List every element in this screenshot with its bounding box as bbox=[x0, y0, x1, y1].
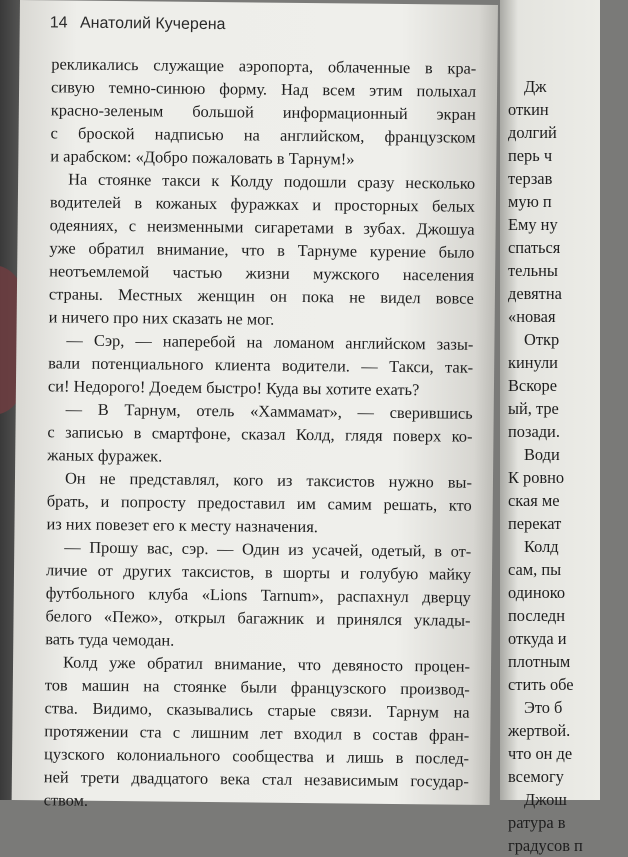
text-line-fragment: Откр bbox=[524, 330, 560, 349]
text-line: неотъемлемой частью жизни мужского населения bbox=[49, 261, 475, 285]
text-line: уже обратил внимание, что в Тарнуме курение было bbox=[49, 238, 475, 262]
text-line: сивую темно-синюю форму. Над всем этим полыхал bbox=[50, 77, 477, 101]
text-line: страны. Местных женщин он пока не видел вовсе bbox=[48, 284, 475, 308]
right-book-page bbox=[500, 0, 600, 855]
text-line: одеяниях, с неизменными сигаретами в зубах. Джошуа bbox=[49, 215, 475, 239]
running-header bbox=[50, 14, 226, 34]
text-line-fragment: всемогу bbox=[508, 767, 564, 786]
text-line-fragment: К ровно bbox=[508, 468, 565, 487]
text-line: рекликались служащие аэропорта, облаченные в кра- bbox=[51, 54, 477, 78]
text-line: ней трети двадцатого века стал независимым государ- bbox=[43, 767, 469, 791]
text-line: протяжении ста с лишним лет входил в состав фран- bbox=[44, 721, 470, 745]
text-line-fragment: Вскоре bbox=[508, 376, 558, 395]
text-line-fragment: кинули bbox=[508, 353, 558, 372]
text-line-fragment: Води bbox=[524, 445, 560, 464]
text-line: вали потенциального клиента водители. — Такси, так- bbox=[48, 353, 474, 377]
text-line: личие от других таксистов, в шорты и голубую майку bbox=[45, 560, 472, 584]
text-line-fragment: Колд bbox=[524, 537, 559, 556]
text-line: жаных фуражек. bbox=[47, 445, 163, 466]
text-line: и арабском: «Добро пожаловать в Тарнум!» bbox=[50, 146, 355, 169]
text-line-fragment: откуда и bbox=[508, 629, 567, 648]
author-name: Анатолий Кучерена bbox=[79, 14, 226, 34]
text-line: вать туда чемодан. bbox=[45, 629, 175, 650]
text-line-fragment: терзав bbox=[508, 169, 553, 188]
text-line: белого «Пежо», открыл багажник и принялся уклады- bbox=[45, 606, 471, 630]
text-line: брать, и попросту предоставил им самим решать, кто bbox=[46, 491, 472, 515]
text-line-fragment: сам, пы bbox=[508, 560, 562, 579]
text-line-fragment: долгий bbox=[508, 123, 557, 142]
text-line: красно-зеленым большой информационный экран bbox=[50, 100, 476, 124]
text-line: Он не представлял, кого из таксистов нужно вы- bbox=[64, 468, 473, 492]
text-line-fragment: что он де bbox=[508, 744, 573, 763]
text-line: На стоянке такси к Колду подошли сразу несколько bbox=[68, 169, 476, 193]
text-line: с записью в смартфоне, сказал Колд, глядя поверх ко- bbox=[47, 422, 473, 446]
text-line: и ничего про них сказать не мог. bbox=[48, 307, 275, 329]
text-line-fragment: мую п bbox=[508, 192, 552, 211]
text-line: цузского колониального сообщества и лишь в послед- bbox=[44, 744, 470, 768]
text-line-fragment: одиноко bbox=[508, 583, 566, 602]
text-line: — Сэр, — наперебой на ломаном английском зазы- bbox=[66, 330, 474, 354]
text-line: ством. bbox=[43, 790, 89, 810]
text-line-fragment: «новая bbox=[508, 307, 556, 326]
text-line-fragment: перь ч bbox=[508, 146, 553, 165]
text-line-fragment: градусов п bbox=[508, 836, 583, 855]
text-line-fragment: перекат bbox=[508, 514, 562, 533]
text-line-fragment: стить обе bbox=[508, 675, 574, 694]
page-number: 14 bbox=[49, 14, 68, 32]
text-line-fragment: ый, тре bbox=[508, 399, 559, 418]
right-page-text bbox=[508, 52, 628, 857]
text-line-fragment bbox=[508, 52, 628, 75]
text-line-fragment: ратура в bbox=[508, 813, 566, 832]
text-line: с броской надписью на английском, французском bbox=[50, 123, 476, 147]
text-line-fragment: тельны bbox=[508, 261, 558, 280]
left-book-page bbox=[12, 0, 498, 810]
text-line: си! Недорого! Доедем быстро! Куда вы хотите ехать? bbox=[47, 376, 420, 400]
text-line-fragment: откин bbox=[508, 100, 549, 119]
text-line-fragment: спаться bbox=[508, 238, 561, 257]
text-line: ства. Видимо, сказывались старые связи. Тарнум на bbox=[44, 698, 470, 722]
text-line: из них повезет его к месту назначения. bbox=[46, 514, 319, 537]
text-line-fragment: жертвой. bbox=[508, 721, 571, 740]
text-line-fragment: девятна bbox=[508, 284, 562, 303]
text-line: футбольного клуба «Lions Tarnum», распахнул дверцу bbox=[45, 583, 471, 607]
text-line-fragment: Дж bbox=[524, 77, 547, 96]
text-line-fragment: Джош bbox=[524, 790, 567, 809]
text-line-fragment: плотным bbox=[508, 652, 571, 671]
left-page-text bbox=[44, 52, 477, 815]
text-line: Колд уже обратил внимание, что девяносто процен- bbox=[62, 652, 471, 676]
text-line-fragment: последн bbox=[508, 606, 565, 625]
text-line: тов машин на стоянке были французского производ- bbox=[44, 675, 470, 699]
text-line-fragment: позади. bbox=[508, 422, 560, 441]
text-line-fragment: Ему ну bbox=[508, 215, 558, 234]
text-line: — Прошу вас, сэр. — Один из усачей, одетый, в от- bbox=[64, 537, 472, 561]
text-line-fragment: ская ме bbox=[508, 491, 560, 510]
text-line: водителей в кожаных фуражках и просторных белых bbox=[49, 192, 475, 216]
text-line: — В Тарнум, отель «Хаммамат», — сверившись bbox=[65, 399, 473, 423]
text-line-fragment: Это б bbox=[524, 698, 563, 717]
